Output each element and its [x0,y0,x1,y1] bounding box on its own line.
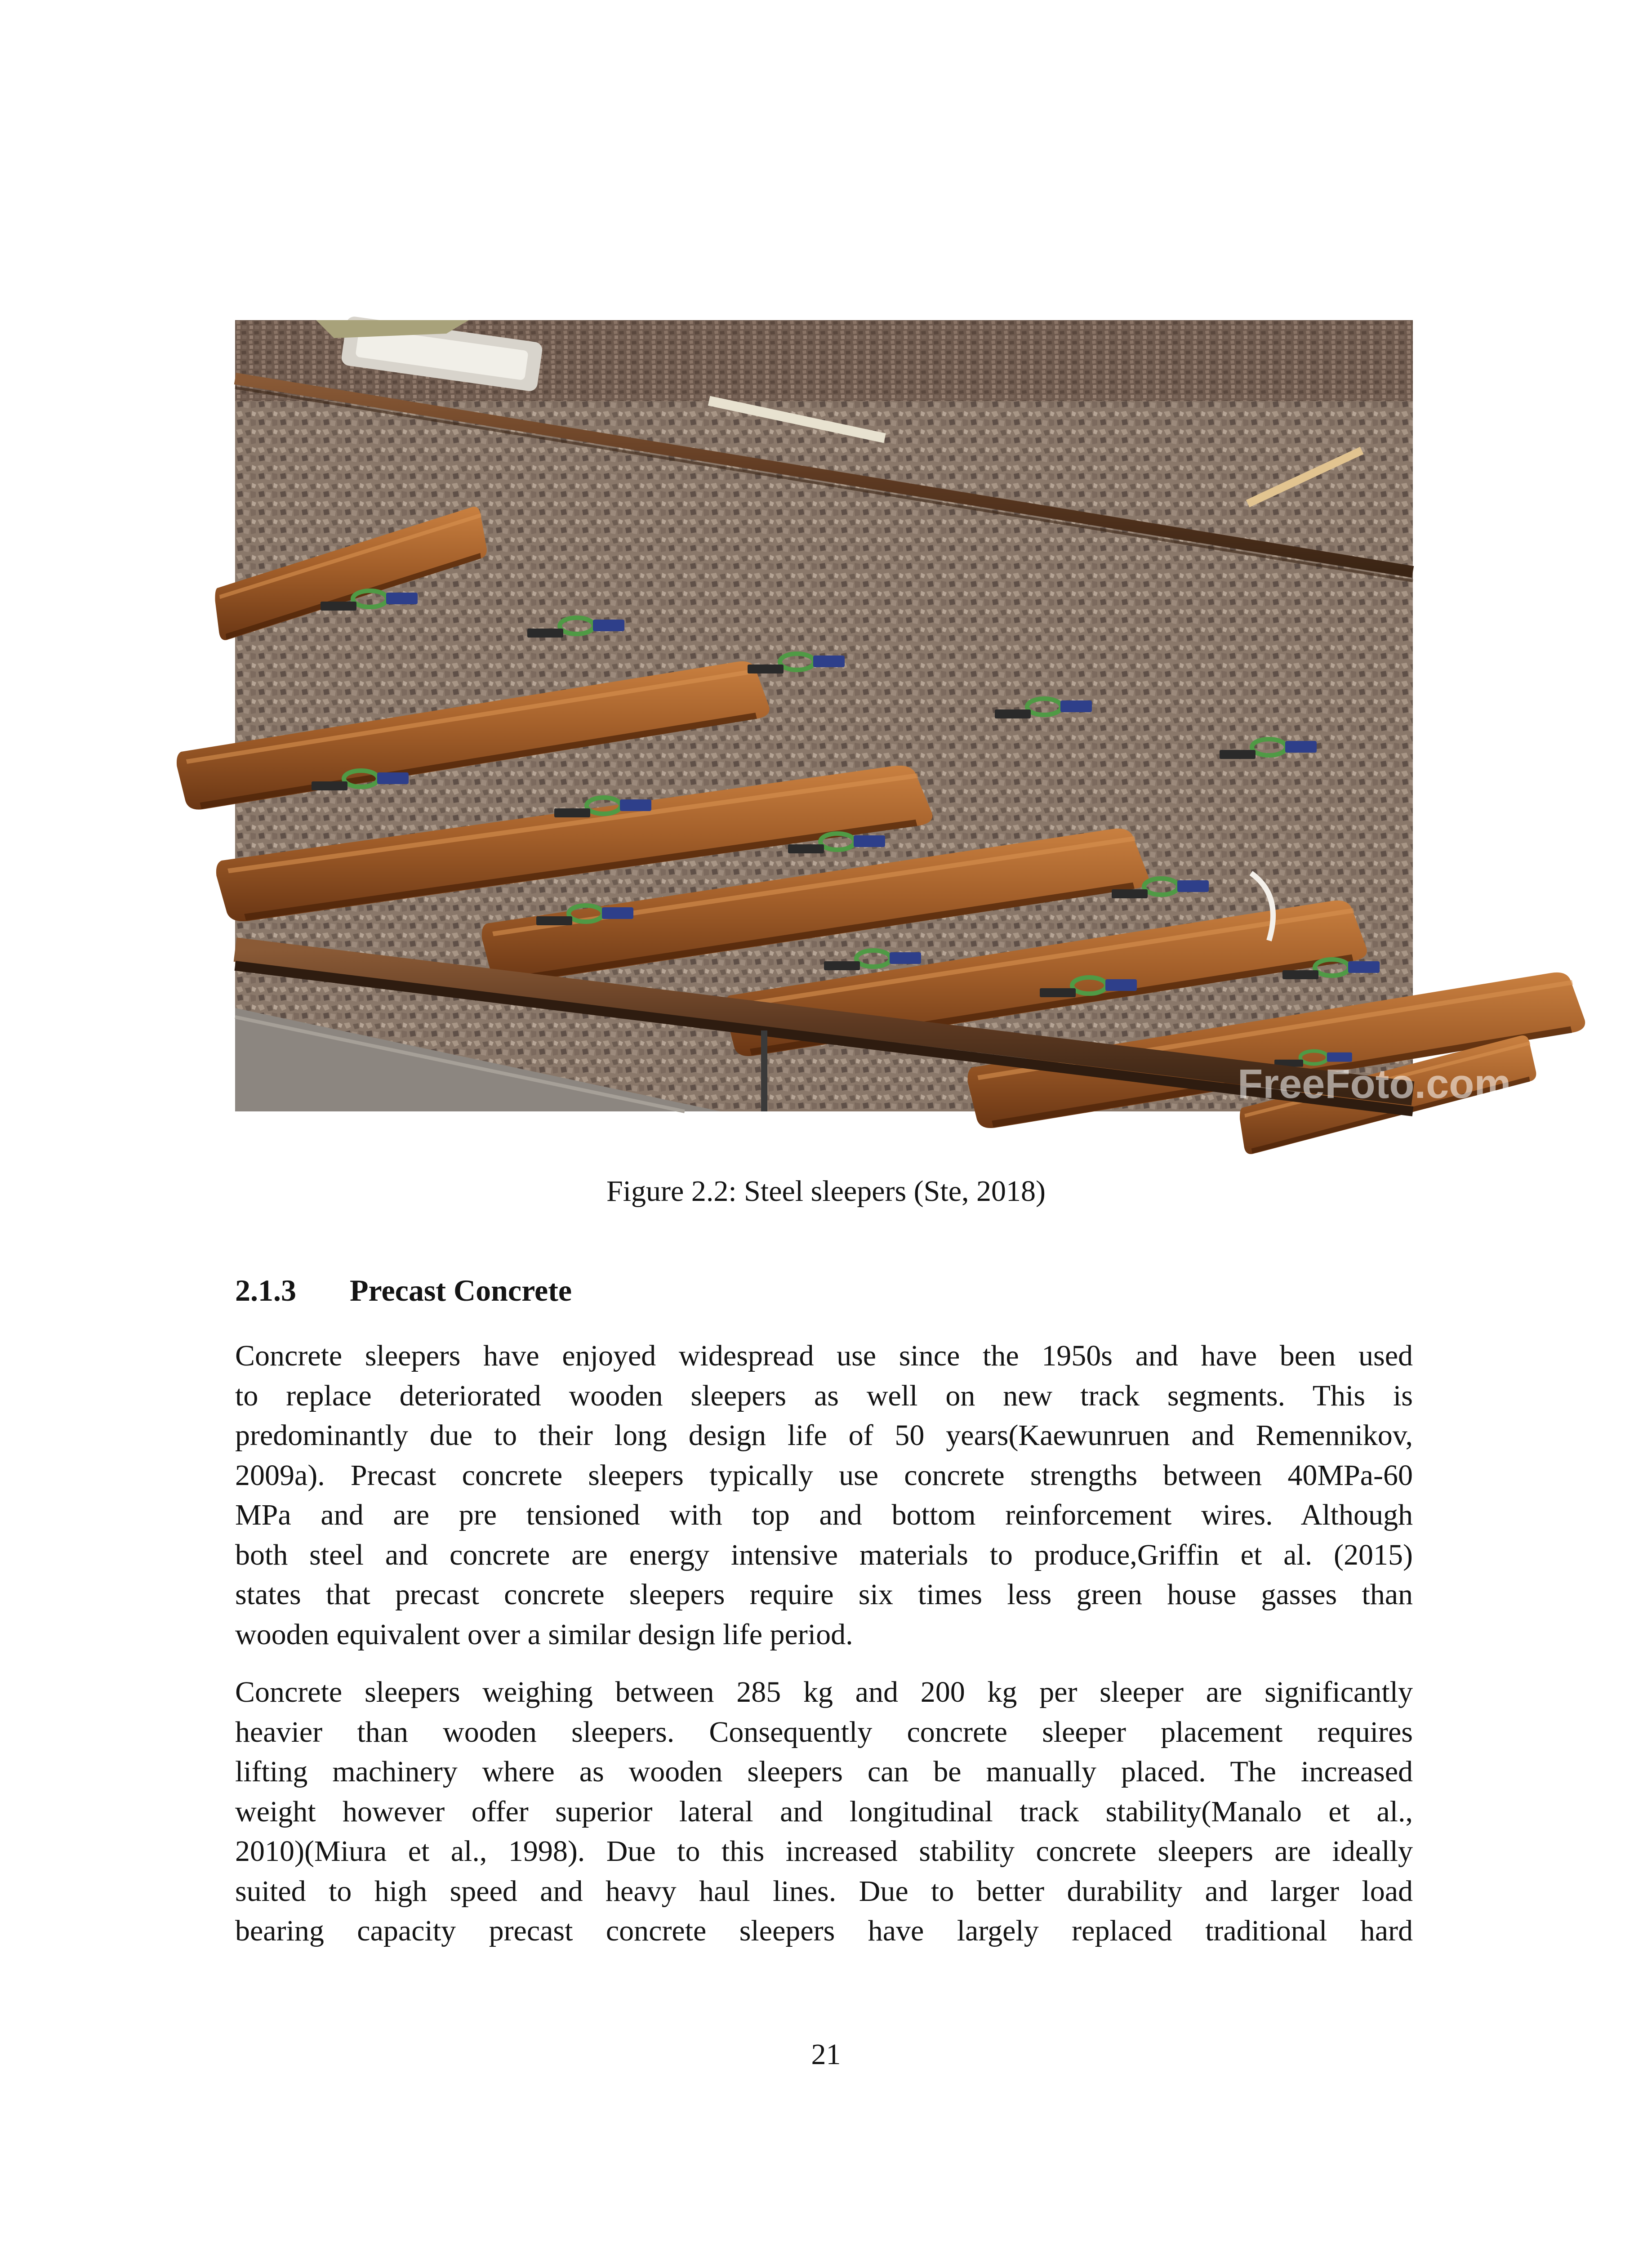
section-heading [235,1272,572,1308]
body-paragraph-1 [235,1336,1413,1655]
figure-photo [235,320,1511,1111]
paragraph-line: heavier than wooden sleepers. Consequently concrete sleeper placement requires [235,1715,1413,1748]
photo-watermark: FreeFoto.com [1238,1061,1511,1107]
paragraph-line: 2010)(Miura et al., 1998). Due to this increased stability concrete sleepers are ideally [235,1835,1413,1868]
paragraph-line: to replace deteriorated wooden sleepers as well on new track segments. This is [235,1379,1413,1412]
paragraph-line: predominantly due to their long design life of 50 years(Kaewunruen and Remennikov, [235,1419,1413,1452]
section-title: Precast Concrete [350,1273,572,1307]
paragraph-line: lifting machinery where as wooden sleepers can be manually placed. The increased [235,1755,1413,1788]
paragraph-line: both steel and concrete are energy intensive materials to produce,Griffin et al. (2015) [235,1538,1413,1571]
body-paragraph-2 [235,1673,1413,1951]
paragraph-line: Concrete sleepers weighing between 285 kg and 200 kg per sleeper are significantly [235,1676,1413,1708]
page-number: 21 [811,2038,841,2071]
figure-caption: Figure 2.2: Steel sleepers (Ste, 2018) [606,1175,1046,1208]
paragraph-line: MPa and are pre tensioned with top and bottom reinforcement wires. Although [235,1499,1413,1531]
paragraph-line: wooden equivalent over a similar design life period. [235,1618,853,1651]
paragraph-line: states that precast concrete sleepers require six times less green house gasses than [235,1578,1413,1611]
paragraph-line: bearing capacity precast concrete sleepers have largely replaced traditional hard [235,1914,1413,1947]
paragraph-line: 2009a). Precast concrete sleepers typically use concrete strengths between 40MPa-60 [235,1459,1413,1492]
section-number: 2.1.3 [235,1273,296,1307]
paragraph-line: weight however offer superior lateral and longitudinal track stability(Manalo et al., [235,1795,1413,1828]
paragraph-line: Concrete sleepers have enjoyed widespread use since the 1950s and have been used [235,1339,1413,1372]
paragraph-line: suited to high speed and heavy haul lines. Due to better durability and larger load [235,1874,1413,1908]
